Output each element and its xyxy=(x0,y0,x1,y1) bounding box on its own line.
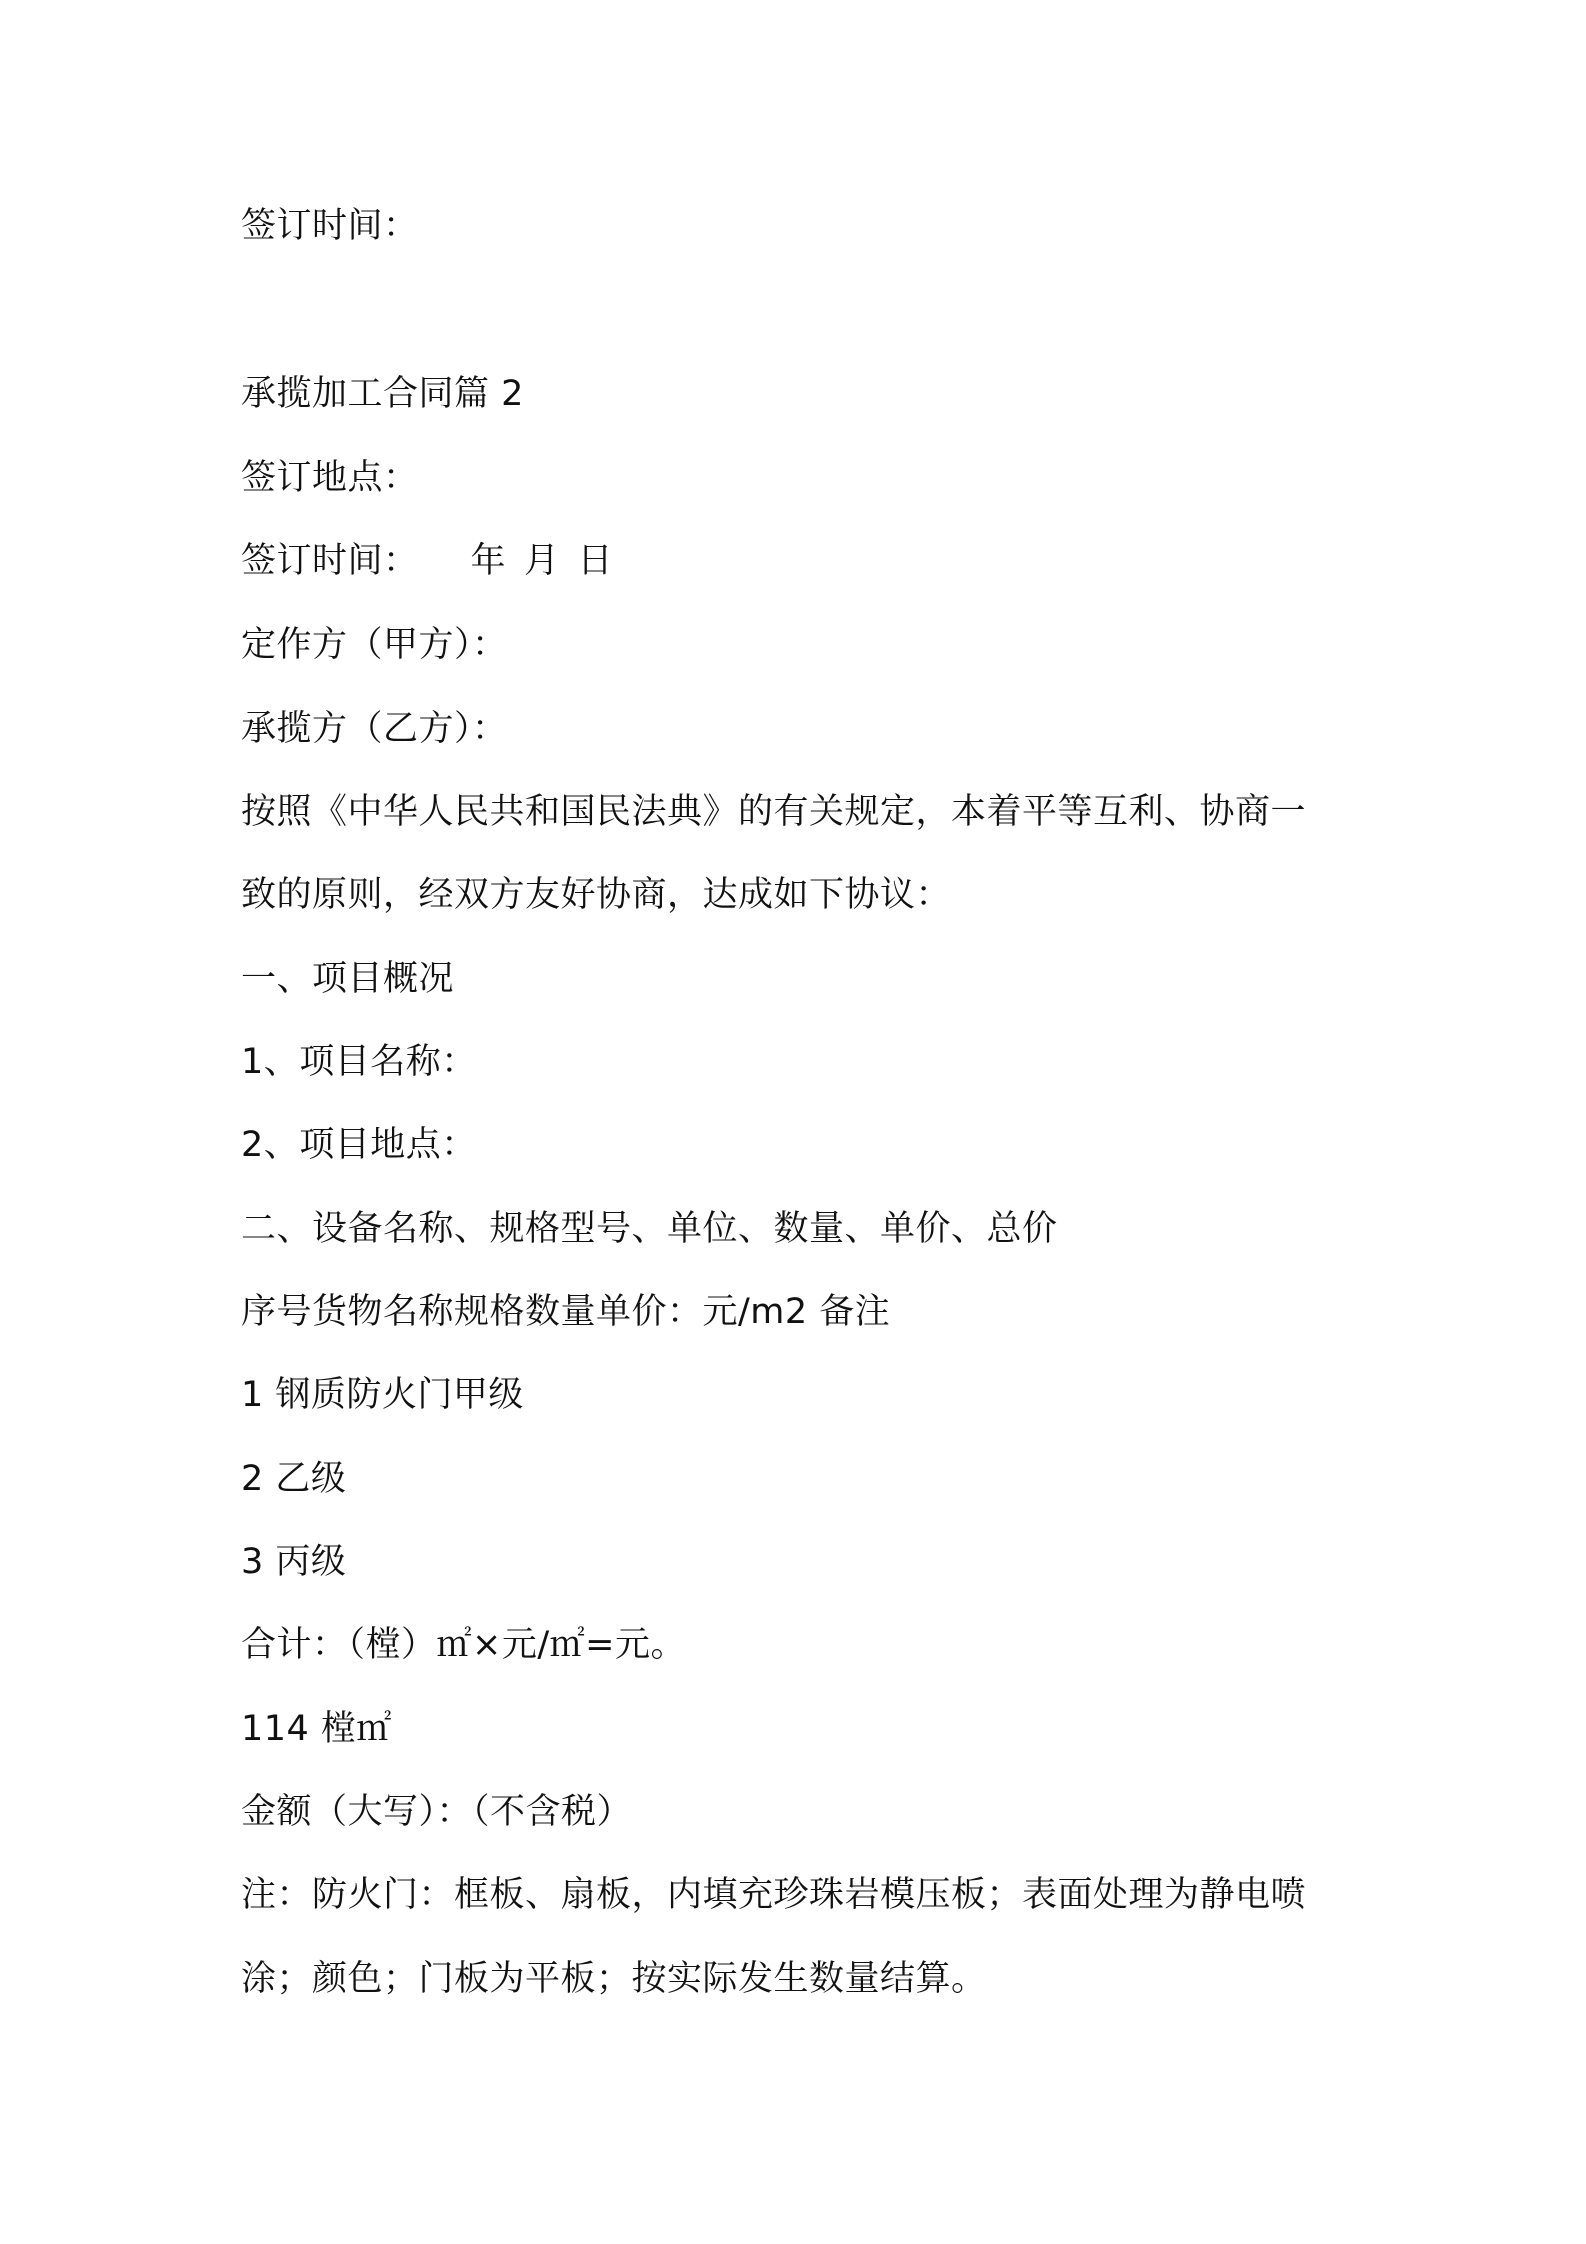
signing-date-label: 签订时间： xyxy=(241,541,419,581)
note-line-1: 注：防火门：框板、扇板，内填充珍珠岩模压板；表面处理为静电喷 xyxy=(241,1875,1307,1915)
note-line-2: 涂；颜色；门板为平板；按实际发生数量结算。 xyxy=(241,1959,987,1999)
amount-line: 金额（大写）：（不含税） xyxy=(241,1792,633,1832)
party-a-line: 定作方（甲方）： xyxy=(241,625,508,665)
signing-date-line xyxy=(241,537,613,585)
project-location-line: 2、项目地点： xyxy=(241,1125,477,1165)
item-2-line: 2 乙级 xyxy=(241,1459,347,1499)
date-month: 月 xyxy=(524,541,560,581)
signing-place-line: 签订地点： xyxy=(241,458,419,498)
item-3-line: 3 丙级 xyxy=(241,1542,347,1582)
quantity-line: 114 樘㎡ xyxy=(241,1709,392,1749)
party-b-line: 承揽方（乙方）： xyxy=(241,709,508,749)
table-header-line: 序号货物名称规格数量单价：元/m2 备注 xyxy=(241,1292,891,1332)
signing-time-line: 签订时间： xyxy=(241,206,419,246)
project-name-line: 1、项目名称： xyxy=(241,1042,477,1082)
preamble-line-1: 按照《中华人民共和国民法典》的有关规定，本着平等互利、协商一 xyxy=(241,792,1307,832)
item-1-line: 1 钢质防火门甲级 xyxy=(241,1375,524,1415)
section-2-heading: 二、设备名称、规格型号、单位、数量、单价、总价 xyxy=(241,1209,1058,1249)
section-1-heading: 一、项目概况 xyxy=(241,959,455,999)
date-day: 日 xyxy=(577,541,614,581)
total-line: 合计：（樘）㎡×元/㎡=元。 xyxy=(241,1625,686,1665)
preamble-line-2: 致的原则，经双方友好协商，达成如下协议： xyxy=(241,875,952,915)
contract-title: 承揽加工合同篇 2 xyxy=(241,374,524,414)
date-year: 年 xyxy=(470,541,507,581)
